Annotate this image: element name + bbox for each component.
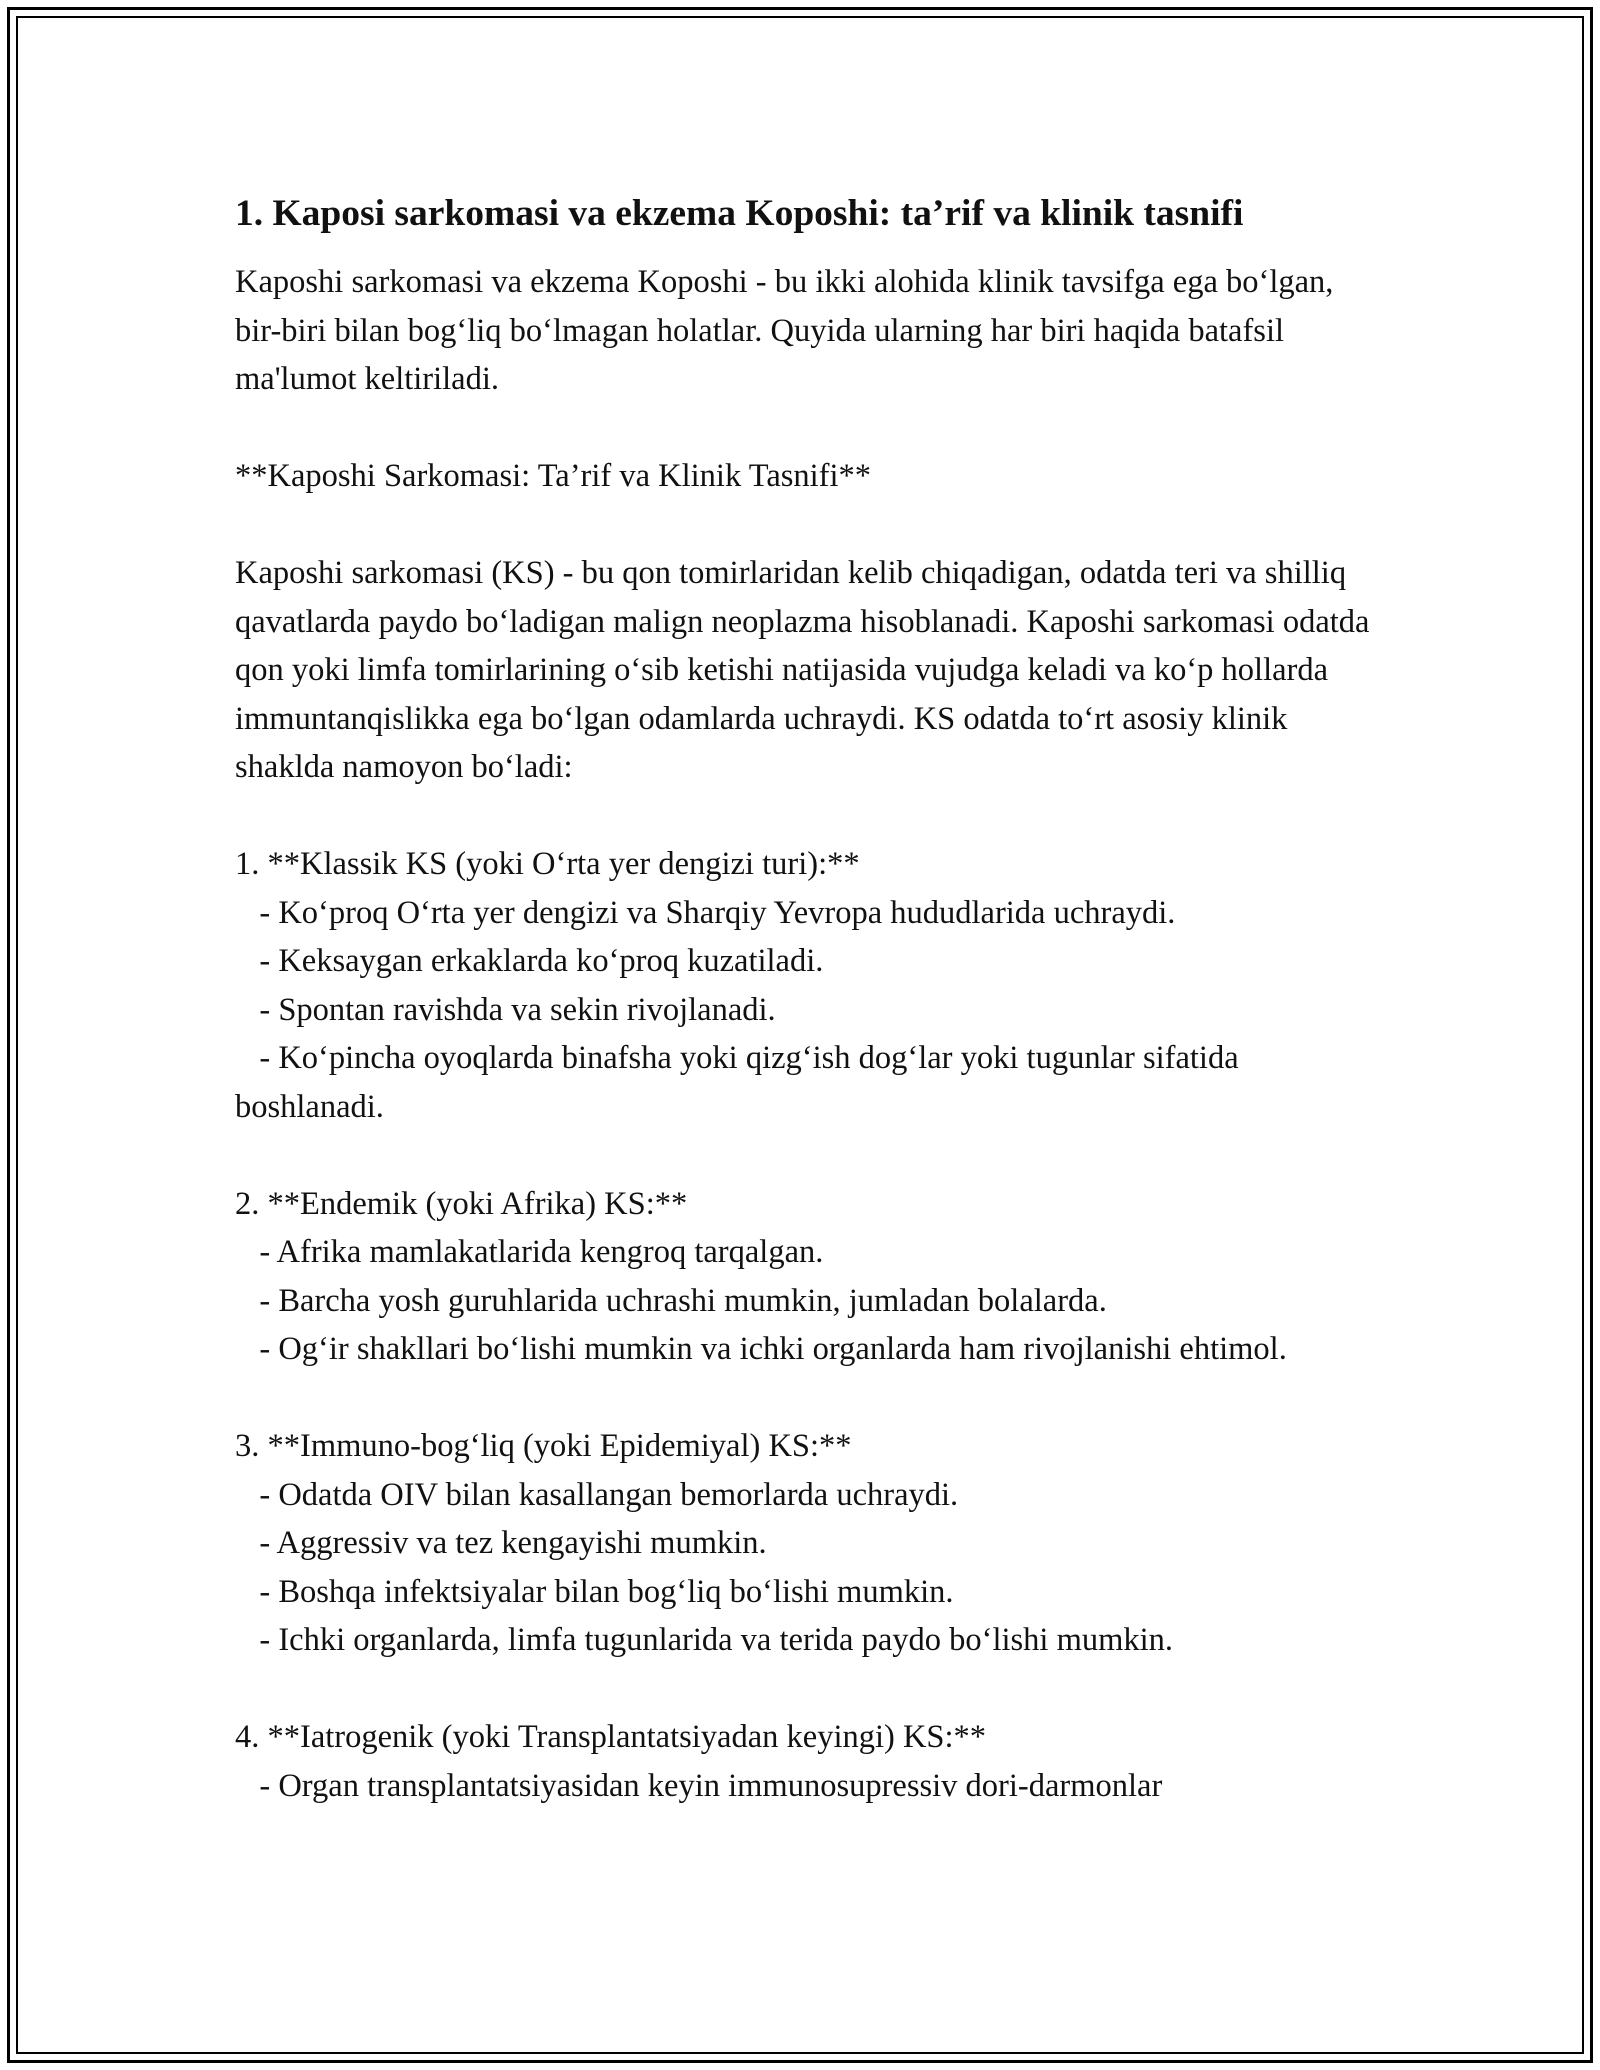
spacer xyxy=(235,501,1385,550)
section-paragraph: Kaposhi sarkomasi (KS) - bu qon tomirlaridan kelib chiqadigan, odatda teri va shilliq qavatlarda paydo bo‘ladigan malign neoplazma hisoblanadi. Kaposhi sarkomasi odatda qon yoki limfa tomirlarining o‘sib ketishi natijasida vujudga keladi va ko‘p hollarda immuntanqislikka ega bo‘lgan odamlarda uchraydi. KS odatda to‘rt asosiy klinik shaklda namoyon bo‘ladi: xyxy=(235,555,1370,785)
intro-paragraph: Kaposhi sarkomasi va ekzema Koposhi - bu ikki alohida klinik tavsifga ega bo‘lgan, bir-biri bilan bog‘liq bo‘lmagan holatlar. Quyida ularning har biri haqida batafsil ma'lumot keltiriladi. xyxy=(235,264,1334,397)
list-item: - Spontan ravishda va sekin rivojlanadi. xyxy=(235,991,776,1028)
type-block-classic xyxy=(235,840,1385,1131)
list-item: - Ko‘pincha oyoqlarda binafsha yoki qizg‘ish dog‘lar yoki tugunlar sifatida boshlanadi. xyxy=(235,1040,1247,1125)
type-heading: 1. **Klassik KS (yoki O‘rta yer dengizi turi):** xyxy=(235,846,860,882)
list-item: - Organ transplantatsiyasidan keyin immunosupressiv dori-darmonlar xyxy=(235,1767,1163,1804)
type-heading: 4. **Iatrogenik (yoki Transplantatsiyadan keyingi) KS:** xyxy=(235,1719,987,1755)
list-item: - Keksaygan erkaklarda ko‘proq kuzatiladi. xyxy=(235,943,824,979)
document-body xyxy=(235,188,1385,1810)
list-item: - Aggressiv va tez kengayishi mumkin. xyxy=(235,1525,767,1561)
list-item: - Odatda OIV bilan kasallangan bemorlarda uchraydi. xyxy=(235,1476,959,1513)
type-heading: 2. **Endemik (yoki Afrika) KS:** xyxy=(235,1185,688,1222)
type-block-epidemic xyxy=(235,1422,1385,1665)
type-block-endemic xyxy=(235,1180,1385,1374)
list-item: - Ichki organlarda, limfa tugunlarida va terida paydo bo‘lishi mumkin. xyxy=(235,1622,1174,1658)
spacer xyxy=(235,792,1385,841)
spacer xyxy=(235,1665,1385,1714)
document-title: 1. Kaposi sarkomasi va ekzema Koposhi: ta’rif va klinik tasnifi xyxy=(235,193,1244,234)
section-heading: **Kaposhi Sarkomasi: Ta’rif va Klinik Tasnifi** xyxy=(235,458,872,494)
type-block-iatrogenic xyxy=(235,1713,1385,1810)
type-heading: 3. **Immuno-bog‘liq (yoki Epidemiyal) KS:** xyxy=(235,1428,852,1464)
list-item: - Ko‘proq O‘rta yer dengizi va Sharqiy Yevropa hududlarida uchraydi. xyxy=(235,894,1176,931)
spacer xyxy=(235,1374,1385,1423)
list-item: - Afrika mamlakatlarida kengroq tarqalgan. xyxy=(235,1234,824,1270)
list-item: - Barcha yosh guruhlarida uchrashi mumkin, jumladan bolalarda. xyxy=(235,1282,1107,1319)
list-item: - Og‘ir shakllari bo‘lishi mumkin va ichki organlarda ham rivojlanishi ehtimol. xyxy=(235,1331,1287,1367)
spacer xyxy=(235,1131,1385,1180)
spacer xyxy=(235,404,1385,453)
list-item: - Boshqa infektsiyalar bilan bog‘liq bo‘lishi mumkin. xyxy=(235,1573,954,1610)
